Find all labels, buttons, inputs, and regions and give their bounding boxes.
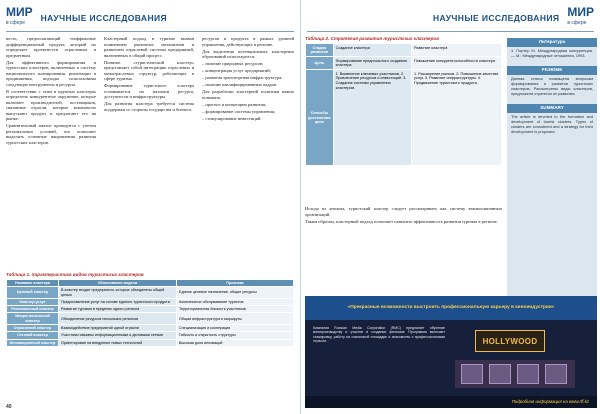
table-cell: Целевой кластер [7,287,59,299]
table-cell: Развитие туризма в пределах одного региона [59,306,177,313]
table-row [7,306,294,313]
header-rule [307,31,594,32]
table-cell: Стадия развития [306,44,334,57]
table-cell: Кластер услуг [7,298,59,305]
text-below-table: Исходя из анализа, туристский кластер следует рассматривать как систему взаимосвязанных организаций. Таким образом, кластерный подход позволяет повысить эффективность развития туризма в регионе. [305,206,502,224]
table-row [7,287,294,299]
table-header-row [7,280,294,287]
film-strip-icon [455,360,575,388]
table-cell: 1. Расширение рынков. 2. Повышение качества услуг. 3. Развитие инфраструктуры. 4. Продвижение туристского продукта. [411,70,501,166]
text-column-1: вость, предполагающий теоффиксные дифференциальный продукт, который их определяет проектности отраслевым и предметным. Для эффективного формирования и туристских кластеров, включенных в систему национального планирования, реализации и продвижения, подходы использованы следующие инструменты и ресурсы. В соответствии с этим в крупных кластерах определено конкурентное окружение, которое включает производителей, поставщиков, связанные отрасли, которые комплексно выпускают продукт и предлагают его на рынке. Сравнительный анализ проводится с учетом региональных условий, что позволяет выделить основные направления развития туристских кластеров. [6,36,96,145]
page-number: 40 [6,404,12,410]
table-cell: Гибкость и открытость структуры [177,332,294,339]
table-cell: Формирование предпосылок к созданию кластера [333,57,411,70]
ad-footer-link[interactable]: Подробная информация на www.rff.kz [305,396,597,408]
ad-body-text: Компания Russian Media Corporation (RMC) предлагает обучение кинопроизводству и участие в создании фильмов. Программа включает стажировку, работу на съемочной площадке и знакомство с профессионалами отрасли. [313,326,445,344]
literature-text: 1. Портер М. Международная конкуренция. — М.: Международные отношения, 1993. [511,47,593,58]
table-row [7,339,294,346]
table-cell: Создание кластера [333,44,411,57]
header-rule [6,31,294,32]
table-cell: 1. Выявление ключевых участников. 2. Привлечение ресурсов и инвестиций. 3. Создание системы управления кластером. [333,70,411,166]
table-row [7,325,294,332]
summary-en-text: The article is devoted to the formation and development of tourist clusters. Types of clusters are considered and a strategy for their development is proposed. [511,114,593,134]
left-header [6,6,294,30]
table-cell: Инновационный кластер [7,339,59,346]
table-row [7,332,294,339]
text-column-3: ресурсов и продукта в рамках уровней управления, действующих в регионе. Для выделения потенциальных кластерных образований используются: – наличие природных ресурсов; – концентрация услуг предприятий; – развитая транспортная инфраструктура; – наличие квалифицированных кадров. Для разработки кластерной политики важно понимать: – прогноз и концепцию развития; – формирование системы управления; – стимулирование инвестиций. [202,36,294,121]
text-column-2: Кластерный подход в туризме вызван появлением рыночных механизмов и развитием отраслевой системы предприятий, включенных в общий процесс. Понятие «туристический кластер» представляет собой интеграцию отраслевых и межотраслевых структур, работающих в сфере туризма. Формирование туристского кластера основывается на наличии ресурса, доступности и инфраструктуры. Для развития кластера требуется система поддержки со стороны государства и бизнеса. [104,36,194,112]
table-row [7,313,294,325]
cluster-types-table [6,279,294,347]
table-cell: Комплексное обслуживание туристов [177,298,294,305]
table-cell: Межрегиональный кластер [7,313,59,325]
ad-headline: «Прекрасные возможности выстроить профессиональную карьеру в киноиндустрии» [347,305,555,311]
table-cell: Общая инфраструктура и маршруты [177,313,294,325]
advertisement[interactable] [305,296,597,408]
table-cell: Специализация и кооперация [177,325,294,332]
summary-ru-heading: РЕЗЮМЕ [507,66,597,75]
magazine-logo: МИР в сфере [6,5,33,26]
table-header-cell: Обоснование модели [59,280,177,287]
table-cell: Региональный кластер [7,306,59,313]
table-cell: Способы достижения цели [306,70,334,166]
section-title: НАУЧНЫЕ ИССЛЕДОВАНИЯ [432,13,560,23]
summary-ru-text: Данная статья посвящена вопросам формирования и развития туристских кластеров. Рассмотрены виды кластеров, предложена стратегия их развития. [511,76,593,96]
strategy-table [305,43,502,166]
table1-caption: Таблица 1. Характеристика видов туристских кластеров [6,272,144,277]
table-cell: Участники связаны информационными и деловыми сетями [59,332,177,339]
summary-en-heading: SUMMARY [507,104,597,113]
table2-caption: Таблица 2. Стратегия развития туристских кластеров [305,36,440,41]
table-cell: Единое целевое назначение, общие ресурсы [177,287,294,299]
section-title: НАУЧНЫЕ ИССЛЕДОВАНИЯ [40,13,168,23]
table-cell: Развитие кластера [411,44,501,57]
table-header-cell: Название кластера [7,280,59,287]
table-cell: Цель [306,57,334,70]
table-cell: Объединение ресурсов нескольких регионов [59,313,177,325]
table-row [306,57,502,70]
table-cell: Отраслевой кластер [7,325,59,332]
table-cell: В кластер входят предприятия, которые объединены общей целью [59,287,177,299]
table-row [306,70,502,166]
ad-banner [305,296,597,320]
table-cell: Территориальная близость участников [177,306,294,313]
hollywood-sign: HOLLYWOOD [475,330,545,352]
table-header-cell: Признаки [177,280,294,287]
sidebar [507,38,597,296]
table-cell: Сетевой кластер [7,332,59,339]
literature-heading: Литература [507,38,597,47]
table-row [7,298,294,305]
magazine-logo: МИР в сфере [567,5,594,26]
right-page [300,0,600,414]
table-cell: Высокая доля инноваций [177,339,294,346]
table-cell: Предоставление услуг на основе единого туристского продукта [59,298,177,305]
table-cell: Взаимодействие предприятий одной отрасли [59,325,177,332]
table-cell: Повышение конкурентоспособности кластера [411,57,501,70]
right-header [307,6,594,30]
table-row [306,44,502,57]
table-cell: Ориентирован на внедрение новых технологий [59,339,177,346]
